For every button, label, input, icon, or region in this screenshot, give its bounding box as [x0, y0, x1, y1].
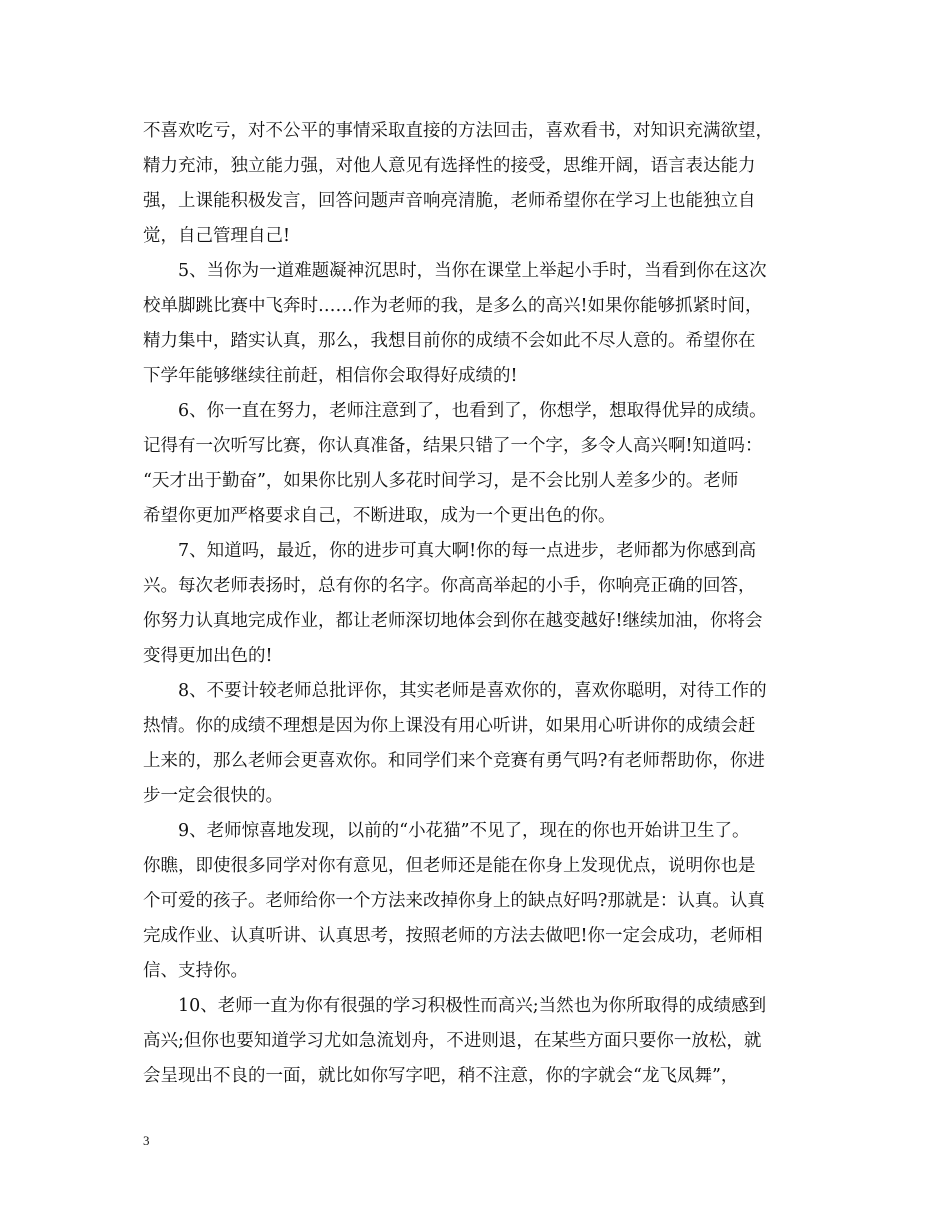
text-line: 强，上课能积极发言，回答问题声音响亮清脆，老师希望你在学习上也能独立自 [143, 191, 756, 211]
paragraph-start-line: 9、老师惊喜地发现，以前的“小花猫”不见了，现在的你也开始讲卫生了。 [178, 821, 750, 841]
text-line: 高兴;但你也要知道学习尤如急流划舟，不进则退，在某些方面只要你一放松，就 [143, 1031, 762, 1051]
page-number: 3 [143, 1133, 150, 1148]
text-line: 个可爱的孩子。老师给你一个方法来改掉你身上的缺点好吗?那就是：认真。认真 [143, 891, 765, 911]
paragraph-start-line: 8、不要计较老师总批评你，其实老师是喜欢你的，喜欢你聪明，对待工作的 [178, 681, 767, 701]
paragraph-start-line: 10、老师一直为你有很强的学习积极性而高兴;当然也为你所取得的成绩感到 [178, 996, 767, 1016]
document-body [143, 114, 833, 1094]
text-line: 精力充沛，独立能力强，对他人意见有选择性的接受，思维开阔，语言表达能力 [143, 156, 756, 176]
text-line: 你瞧，即使很多同学对你有意见，但老师还是能在你身上发现优点，说明你也是 [143, 856, 756, 876]
text-line: 精力集中，踏实认真，那么，我想目前你的成绩不会如此不尽人意的。希望你在 [143, 331, 756, 351]
text-line: 下学年能够继续往前赶，相信你会取得好成绩的! [143, 366, 518, 386]
paragraph-start-line: 6、你一直在努力，老师注意到了，也看到了，你想学，想取得优异的成绩。 [178, 401, 767, 421]
text-line: 步一定会很快的。 [143, 786, 283, 806]
text-line: 完成作业、认真听讲、认真思考，按照老师的方法去做吧!你一定会成功，老师相 [143, 926, 763, 946]
text-line: 兴。每次老师表扬时，总有你的名字。你高高举起的小手，你响亮正确的回答， [143, 576, 756, 596]
text-line: 觉，自己管理自己! [143, 226, 291, 246]
text-line: 你努力认真地完成作业，都让老师深切地体会到你在越变越好!继续加油，你将会 [143, 611, 763, 631]
text-line: “天才出于勤奋”，如果你比别人多花时间学习，是不会比别人差多少的。老师 [143, 471, 739, 491]
text-line: 上来的，那么老师会更喜欢你。和同学们来个竞赛有勇气吗?有老师帮助你，你进 [143, 751, 765, 771]
text-line: 热情。你的成绩不理想是因为你上课没有用心听讲，如果用心听讲你的成绩会赶 [143, 716, 756, 736]
text-line: 记得有一次听写比赛，你认真准备，结果只错了一个字，多令人高兴啊!知道吗： [143, 436, 763, 456]
text-line: 变得更加出色的! [143, 646, 273, 666]
text-line: 会呈现出不良的一面，就比如你写字吧，稍不注意，你的字就会“龙飞凤舞”， [143, 1066, 739, 1086]
text-line: 校单脚跳比赛中飞奔时……作为老师的我，是多么的高兴!如果你能够抓紧时间， [143, 296, 763, 316]
text-line: 希望你更加严格要求自己，不断进取，成为一个更出色的你。 [143, 506, 616, 526]
paragraph-start-line: 7、知道吗，最近，你的进步可真大啊!你的每一点进步，老师都为你感到高 [178, 541, 757, 561]
text-line: 信、支持你。 [143, 961, 248, 981]
paragraph-start-line: 5、当你为一道难题凝神沉思时，当你在课堂上举起小手时，当看到你在这次 [178, 261, 767, 281]
text-line: 不喜欢吃亏，对不公平的事情采取直接的方法回击，喜欢看书，对知识充满欲望， [143, 121, 773, 141]
